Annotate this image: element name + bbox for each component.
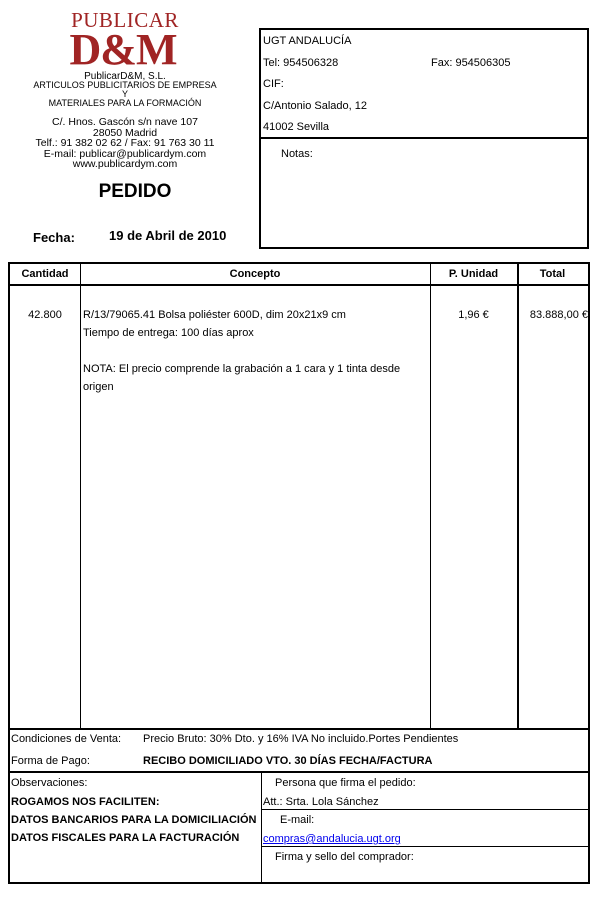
signer-att: Att.: Srta. Lola Sánchez (263, 796, 379, 808)
header-divider (10, 284, 588, 286)
bottom-column-divider (261, 771, 262, 882)
concepto-line-2: Tiempo de entrega: 100 días aprox (83, 327, 254, 339)
bottom-divider (10, 771, 588, 773)
signer-email-underline (261, 846, 588, 847)
company-line-3: MATERIALES PARA LA FORMACIÓN (48, 98, 202, 108)
header-precio: P. Unidad (448, 268, 499, 280)
signer-email-link[interactable]: compras@andalucia.ugt.org (263, 833, 401, 845)
observations-line-2: DATOS BANCARIOS PARA LA DOMICILIACIÓN (11, 814, 257, 826)
header-cantidad: Cantidad (21, 268, 69, 280)
company-address (20, 117, 230, 170)
company-phone: Telf.: 91 382 02 62 / Fax: 91 763 30 11 (35, 137, 215, 149)
pago-label: Forma de Pago: (11, 755, 90, 767)
date-label: Fecha: (33, 230, 75, 245)
column-divider-2 (430, 264, 431, 728)
logo-main-text: D&M (69, 25, 177, 74)
company-name: PublicarD&M, S.L. (84, 71, 166, 82)
client-box (259, 28, 589, 249)
column-divider-3 (517, 264, 519, 728)
row-precio: 1,96 € (458, 309, 489, 321)
pago-value: RECIBO DOMICILIADO VTO. 30 DÍAS FECHA/FACTURA (143, 755, 433, 767)
address-line-1: C/. Hnos. Gascón s/n nave 107 (52, 116, 198, 128)
client-cif: CIF: (263, 78, 284, 90)
header-concepto: Concepto (229, 268, 281, 280)
client-street: C/Antonio Salado, 12 (263, 100, 367, 112)
company-line-1: ARTICULOS PUBLICITARIOS DE EMPRESA (33, 80, 217, 90)
concepto-line-3: NOTA: El precio comprende la grabación a 1 cara y 1 tinta desde (83, 363, 401, 375)
date-value: 19 de Abril de 2010 (109, 228, 227, 243)
row-concepto (83, 306, 428, 396)
company-info (20, 72, 230, 108)
company-email: E-mail: publicar@publicardym.com (43, 147, 207, 160)
signer-label: Persona que firma el pedido: (275, 777, 416, 789)
company-web: www.publicardym.com (72, 158, 178, 170)
concepto-line-1: R/13/79065.41 Bolsa poliéster 600D, dim 20x21x9 cm (83, 309, 346, 321)
signature-label: Firma y sello del comprador: (275, 851, 414, 863)
venta-label: Condiciones de Venta: (11, 733, 122, 745)
address-line-2: 28050 Madrid (92, 126, 158, 139)
row-cantidad: 42.800 (28, 309, 62, 321)
observations-line-1: ROGAMOS NOS FACILITEN: (11, 796, 160, 808)
row-total: 83.888,00 € (529, 309, 588, 321)
client-fax: Fax: 954506305 (431, 57, 511, 69)
observations-label: Observaciones: (11, 777, 88, 789)
client-tel: Tel: 954506328 (263, 57, 339, 69)
header-total: Total (539, 268, 566, 280)
client-box-divider (261, 137, 587, 139)
document-title: PEDIDO (98, 181, 172, 202)
signer-att-underline (261, 809, 588, 810)
company-line-2: Y (121, 89, 128, 99)
logo-top-text: PUBLICAR (71, 8, 179, 32)
observations-line-3: DATOS FISCALES PARA LA FACTURACIÓN (11, 832, 240, 844)
notes-label: Notas: (281, 148, 313, 160)
column-divider-1 (80, 264, 81, 728)
client-name: UGT ANDALUCÍA (263, 35, 352, 47)
client-city: 41002 Sevilla (263, 121, 330, 133)
venta-value: Precio Bruto: 30% Dto. y 16% IVA No incluido.Portes Pendientes (143, 733, 459, 745)
signer-email-label: E-mail: (280, 814, 315, 826)
order-table (8, 262, 590, 884)
concepto-line-4: origen (83, 381, 114, 393)
